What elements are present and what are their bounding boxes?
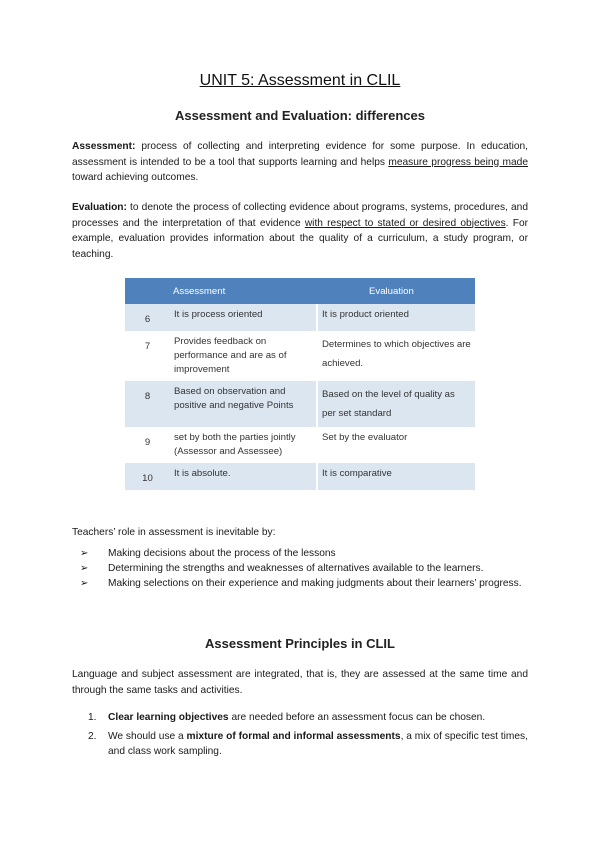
list-item-text: Making decisions about the process of the lessons — [108, 548, 336, 559]
section-subtitle: Assessment and Evaluation: differences — [175, 108, 425, 123]
list-item-text: Making selections on their experience and making judgments about their learners’ progress. — [108, 578, 522, 589]
table-header-row — [125, 278, 475, 304]
arrow-bullet-icon: ➢ — [80, 563, 89, 574]
evaluation-definition — [72, 200, 528, 262]
item-rest: are needed before an assessment focus can be chosen. — [228, 712, 486, 723]
row-number: 6 — [125, 304, 170, 331]
table-row — [125, 304, 475, 331]
evaluation-cell: Based on the level of quality as per set standard — [317, 381, 475, 427]
item-bold: Clear learning objectives — [108, 712, 229, 723]
list-item — [72, 729, 528, 759]
evaluation-cell: Set by the evaluator — [317, 427, 475, 463]
list-item-text: Determining the strengths and weaknesses of alternatives available to the learners. — [108, 563, 484, 574]
table-row — [125, 427, 475, 463]
assessment-cell: It is process oriented — [170, 304, 317, 331]
table-row — [125, 381, 475, 427]
item-number: 1. — [88, 712, 97, 723]
evaluation-underlined: with respect to stated or desired objectives — [304, 217, 506, 229]
arrow-bullet-icon: ➢ — [80, 548, 89, 559]
assessment-cell: Based on observation and positive and negative Points — [170, 381, 317, 427]
assessment-definition — [72, 139, 528, 186]
row-number: 9 — [125, 427, 170, 463]
evaluation-cell: It is comparative — [317, 463, 475, 490]
principles-list — [72, 710, 528, 763]
list-item — [72, 710, 528, 725]
header-evaluation: Evaluation — [317, 278, 475, 304]
table-row — [125, 463, 475, 490]
assessment-text-b: toward achieving outcomes. — [72, 172, 199, 183]
row-number: 10 — [125, 463, 170, 490]
row-number: 8 — [125, 381, 170, 427]
header-assessment: Assessment — [125, 278, 317, 304]
evaluation-term: Evaluation: — [72, 202, 127, 213]
evaluation-text-a: to denote the process of collecting evidence about programs, systems, procedures, and processes and the interpretation of that evidence — [72, 202, 528, 229]
assessment-cell: set by both the parties jointly (Assessor and Assessee) — [170, 427, 317, 463]
evaluation-text-b: . For example, evaluation provides information about the quality of a curriculum, a study program, or teaching. — [72, 217, 528, 260]
list-item — [72, 546, 528, 561]
assessment-cell: Provides feedback on performance and are as of improvement — [170, 331, 317, 381]
list-item — [72, 576, 528, 591]
list-item — [72, 561, 528, 576]
assessment-text-a: process of collecting and interpreting evidence for some purpose. In education, assessment is intended to be a tool that supports learning and helps — [72, 141, 528, 168]
item-bold: mixture of formal and informal assessments — [186, 731, 401, 742]
principles-intro: Language and subject assessment are integrated, that is, they are assessed at the same time and through the same tasks and activities. — [72, 669, 528, 696]
teachers-role-list — [72, 546, 528, 591]
comparison-table — [125, 278, 475, 490]
item-number: 2. — [88, 731, 97, 742]
arrow-bullet-icon: ➢ — [80, 578, 89, 589]
assessment-underlined: measure progress being made — [388, 156, 528, 168]
evaluation-cell: It is product oriented — [317, 304, 475, 331]
item-rest: , a mix of specific test times, and class work sampling. — [108, 731, 528, 757]
assessment-term: Assessment: — [72, 141, 136, 152]
teachers-role-lead: Teachers’ role in assessment is inevitable by: — [72, 527, 276, 538]
row-number: 7 — [125, 331, 170, 381]
table-row — [125, 331, 475, 381]
evaluation-cell: Determines to which objectives are achieved. — [317, 331, 475, 381]
principles-heading: Assessment Principles in CLIL — [204, 636, 395, 651]
assessment-cell: It is absolute. — [170, 463, 317, 490]
item-pre: We should use a — [108, 731, 187, 742]
page-title: UNIT 5: Assessment in CLIL — [199, 72, 401, 89]
